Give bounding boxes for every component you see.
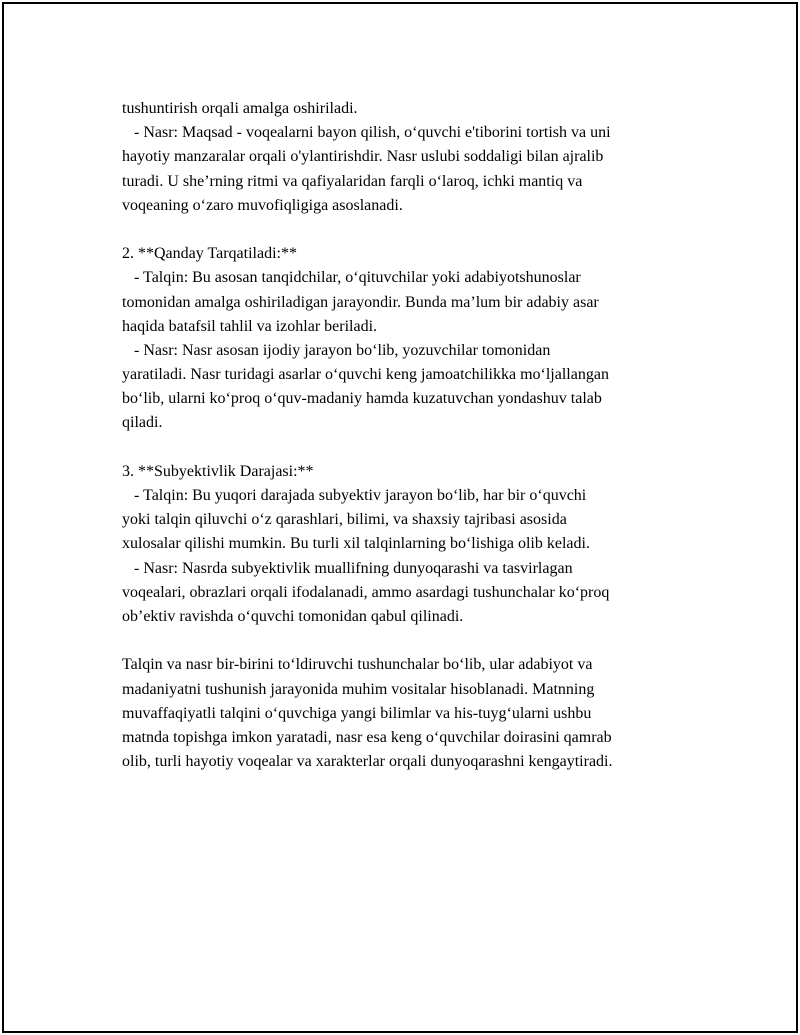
text-line: 2. **Qanday Tarqatiladi:** [122, 245, 297, 263]
text-line: qiladi. [122, 414, 163, 432]
paragraph [122, 121, 692, 218]
text-line: muvaffaqiyatli talqini o‘quvchiga yangi bilimlar va his-tuyg‘ularni ushbu [122, 704, 592, 722]
text-line: tushuntirish orqali amalga oshiriladi. [122, 100, 358, 117]
blank-line [122, 629, 692, 653]
text-line: madaniyatni tushunish jarayonida muhim vositalar hisoblanadi. Matnning [122, 680, 595, 698]
text-line: hayotiy manzaralar orqali o'ylantirishdir. Nasr uslubi soddaligi bilan ajralib [122, 148, 604, 166]
section-heading [122, 460, 692, 484]
text-line: 3. **Subyektivlik Darajasi:** [122, 462, 314, 480]
text-line: bo‘lib, ularni ko‘proq o‘quv-madaniy hamda kuzatuvchan yondashuv talab [122, 390, 602, 408]
text-line: voqeaning o‘zaro muvofiqligiga asoslanadi. [122, 196, 403, 214]
page-frame [2, 2, 798, 1033]
text-line: haqida batafsil tahlil va izohlar beriladi. [122, 317, 378, 335]
text-line: - Nasr: Nasr asosan ijodiy jarayon bo‘lib, yozuvchilar tomonidan [122, 341, 551, 359]
paragraph [122, 557, 692, 630]
text-line: voqealari, obrazlari orqali ifodalanadi, ammo asardagi tushunchalar ko‘proq [122, 583, 610, 601]
text-line: turadi. U she’rning ritmi va qafiyalaridan farqli o‘laroq, ichki mantiq va [122, 172, 583, 190]
text-line: - Nasr: Maqsad - voqealarni bayon qilish, o‘quvchi e'tiborini tortish va uni [122, 124, 611, 142]
text-line: Talqin va nasr bir-birini to‘ldiruvchi tushunchalar bo‘lib, ular adabiyot va [122, 656, 593, 674]
text-line: olib, turli hayotiy voqealar va xarakterlar orqali dunyoqarashni kengaytiradi. [122, 753, 613, 771]
blank-line [122, 436, 692, 460]
text-line: - Talqin: Bu asosan tanqidchilar, o‘qituvchilar yoki adabiyotshunoslar [122, 269, 581, 287]
paragraph [122, 339, 692, 436]
text-line: yaratiladi. Nasr turidagi asarlar o‘quvchi keng jamoatchilikka mo‘ljallangan [122, 366, 609, 384]
blank-line [122, 218, 692, 242]
section-heading [122, 242, 692, 266]
text-line: yoki talqin qiluvchi o‘z qarashlari, bilimi, va shaxsiy tajribasi asosida [122, 511, 567, 529]
paragraph [122, 484, 692, 557]
text-line: matnda topishga imkon yaratadi, nasr esa keng o‘quvchilar doirasini qamrab [122, 728, 612, 746]
text-line: ob’ektiv ravishda o‘quvchi tomonidan qabul qilinadi. [122, 607, 464, 625]
paragraph [122, 266, 692, 339]
paragraph [122, 97, 692, 121]
text-line: - Talqin: Bu yuqori darajada subyektiv jarayon bo‘lib, har bir o‘quvchi [122, 487, 587, 504]
text-line: xulosalar qilishi mumkin. Bu turli xil talqinlarning bo‘lishiga olib keladi. [122, 535, 590, 553]
text-line: tomonidan amalga oshiriladigan jarayondir. Bunda ma’lum bir adabiy asar [122, 293, 599, 311]
paragraph [122, 653, 692, 774]
text-line: - Nasr: Nasrda subyektivlik muallifning dunyoqarashi va tasvirlagan [122, 559, 573, 577]
document-body [122, 97, 692, 774]
